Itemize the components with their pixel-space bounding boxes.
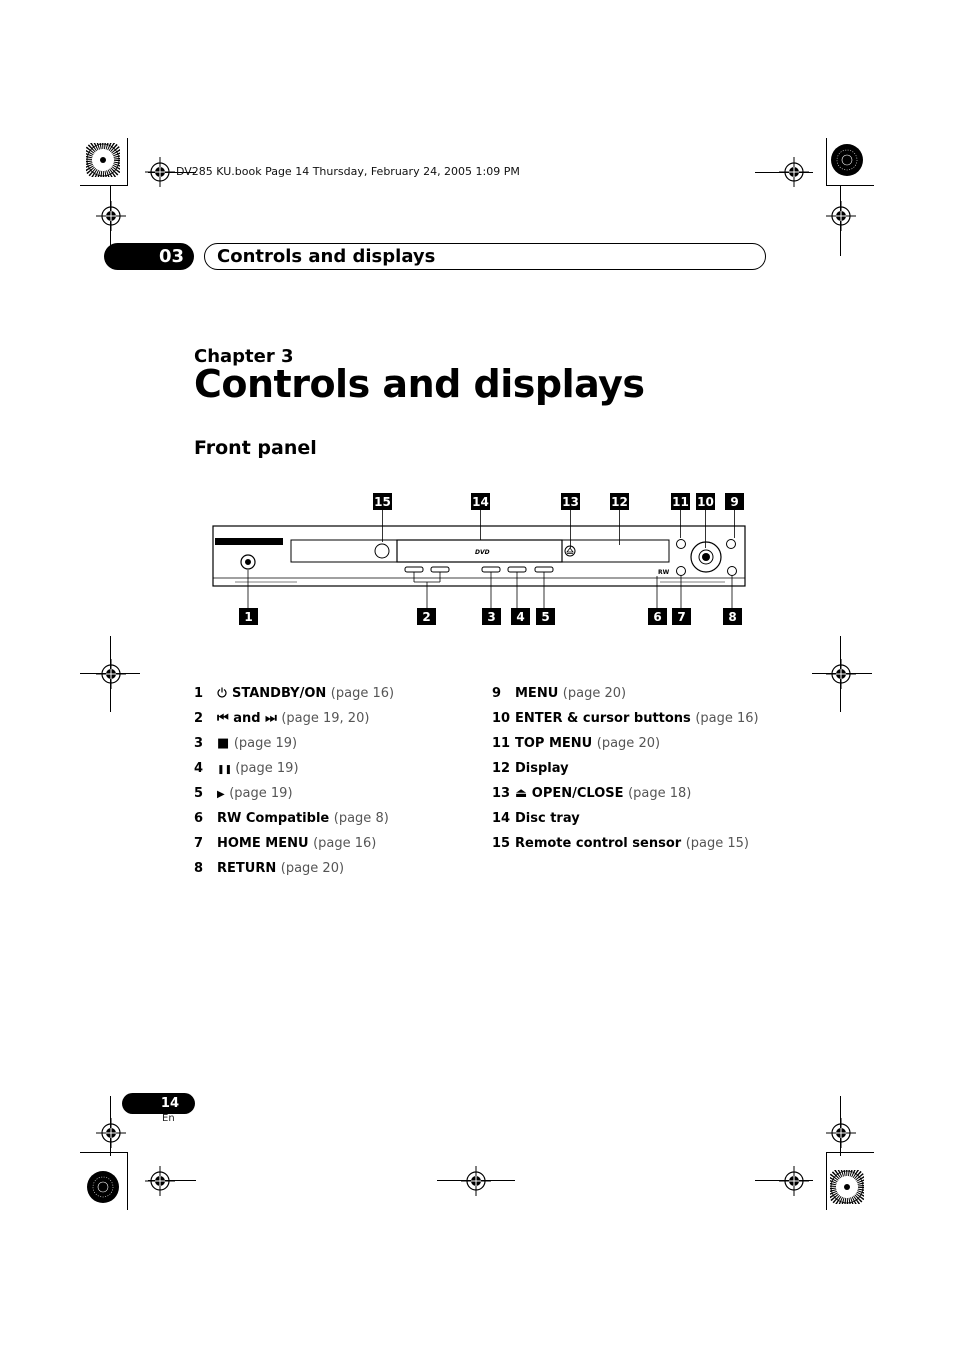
power-icon	[217, 687, 227, 698]
running-title-text: Controls and displays	[217, 246, 436, 267]
callout-bottom-8	[723, 608, 742, 625]
rw-logo: RW	[658, 569, 670, 576]
svg-text:14: 14	[472, 495, 489, 509]
svg-text:3: 3	[487, 610, 496, 624]
starburst-mark-icon	[86, 143, 120, 177]
starburst-mark-icon	[830, 1170, 864, 1204]
callout-top-13	[561, 493, 580, 510]
skip-icons: ⏮ and ⏭	[217, 711, 277, 726]
svg-text:7: 7	[677, 610, 686, 624]
callout-top-15	[373, 493, 392, 510]
chapter-label: Chapter 3	[194, 346, 294, 367]
brand-logo-icon	[215, 538, 283, 545]
registration-mark-icon	[826, 201, 856, 231]
starburst-mark-icon	[830, 143, 864, 177]
legend-right: 9 MENU (page 20) 10 ENTER & cursor buttons (page 16) 11 TOP MENU (page 20) 12 Display 13 ⏏ OPEN/CLOSE (page 18) 14 Disc tray 15 Remote control sensor (page 15)	[492, 686, 759, 851]
registration-mark-icon	[145, 157, 175, 187]
registration-mark-icon	[461, 1166, 491, 1196]
play-icon: ▶	[217, 789, 225, 800]
section-heading: Front panel	[194, 437, 317, 459]
page-title: Controls and displays	[194, 362, 645, 406]
registration-mark-icon	[779, 157, 809, 187]
callout-top-9	[725, 493, 744, 510]
callout-bottom-3	[482, 608, 501, 625]
svg-text:12: 12	[611, 495, 628, 509]
starburst-mark-icon	[86, 1170, 120, 1204]
svg-text:13: 13	[562, 495, 579, 509]
callout-bottom-5	[536, 608, 555, 625]
page-number: 14	[122, 1093, 195, 1114]
callout-bottom-2	[417, 608, 436, 625]
registration-mark-icon	[96, 201, 126, 231]
svg-text:9: 9	[730, 495, 739, 509]
callout-bottom-7	[672, 608, 691, 625]
svg-text:4: 4	[516, 610, 525, 624]
svg-text:5: 5	[541, 610, 550, 624]
page-language: En	[162, 1113, 175, 1124]
dvd-logo: DVD	[475, 549, 490, 556]
registration-mark-icon	[826, 659, 856, 689]
svg-text:2: 2	[422, 610, 431, 624]
print-header: DV285 KU.book Page 14 Thursday, February 24, 2005 1:09 PM	[176, 165, 520, 178]
registration-mark-icon	[96, 659, 126, 689]
svg-text:1: 1	[244, 610, 253, 624]
svg-text:15: 15	[374, 495, 391, 509]
stop-icon: ■	[217, 736, 230, 751]
callout-bottom-1	[239, 608, 258, 625]
svg-text:6: 6	[653, 610, 662, 624]
callout-top-10	[696, 493, 715, 510]
eject-icon: ⏏ OPEN/CLOSE	[515, 786, 624, 801]
registration-mark-icon	[145, 1166, 175, 1196]
callout-top-14	[471, 493, 490, 510]
callout-bottom-6	[648, 608, 667, 625]
callout-top-11	[671, 493, 690, 510]
callout-bottom-4	[511, 608, 530, 625]
registration-mark-icon	[826, 1118, 856, 1148]
chapter-number-badge: 03	[104, 243, 194, 270]
legend-left: 1 STANDBY/ON (page 16) 2 ⏮ and ⏭ (page 19, 20) 3 ■ (page 19) 4 ❚❚ (page 19) 5 ▶ (page 19) 6 RW Compatible (page 8) 7 HOME MENU (page 16) 8 RETURN (page 20)	[194, 686, 395, 876]
callout-top-12	[610, 493, 629, 510]
registration-mark-icon	[779, 1166, 809, 1196]
player-body	[213, 526, 745, 586]
svg-text:8: 8	[728, 610, 737, 624]
registration-mark-icon	[96, 1118, 126, 1148]
front-panel-diagram	[205, 490, 760, 630]
pause-icon: ❚❚	[217, 765, 233, 775]
svg-text:11: 11	[672, 495, 689, 509]
svg-text:10: 10	[697, 495, 714, 509]
running-title	[204, 243, 766, 270]
